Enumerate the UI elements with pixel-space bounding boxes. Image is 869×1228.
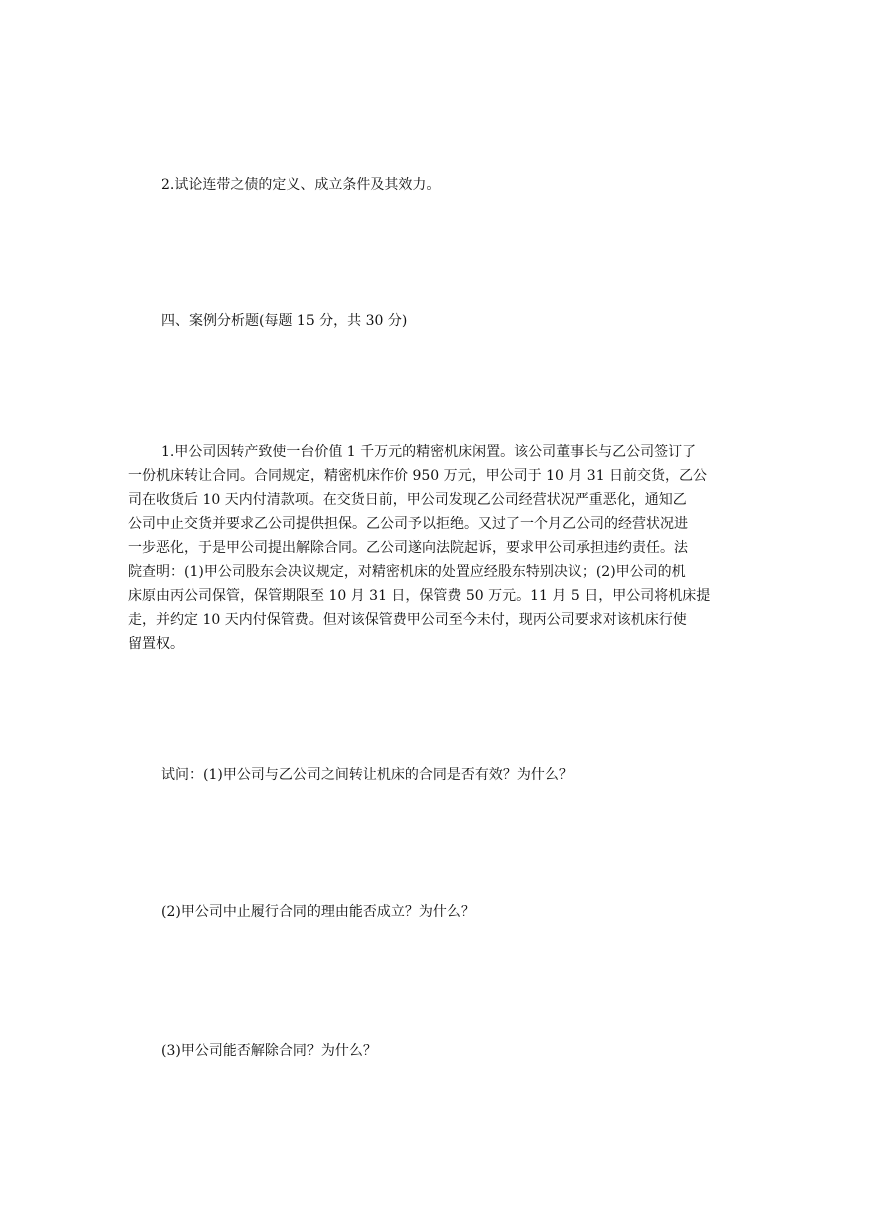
case-1-line: 一步恶化，于是甲公司提出解除合同。乙公司遂向法院起诉，要求甲公司承担违约责任。法	[128, 540, 688, 556]
case-1-question-2: (2)甲公司中止履行合同的理由能否成立？为什么？	[161, 904, 475, 920]
case-1-line: 一份机床转让合同。合同规定，精密机床作价 950 万元，甲公司于 10 月 31 日前交货，乙公	[128, 468, 708, 484]
section-4-heading: 四、案例分析题(每题 15 分，共 30 分)	[161, 313, 408, 329]
case-1-question-1: 试问：(1)甲公司与乙公司之间转让机床的合同是否有效？为什么？	[161, 767, 573, 783]
case-1-line: 1.甲公司因转产致使一台价值 1 千万元的精密机床闲置。该公司董事长与乙公司签订了	[161, 444, 697, 460]
essay-question-2: 2.试论连带之债的定义、成立条件及其效力。	[161, 177, 441, 193]
case-1-line: 院查明：(1)甲公司股东会决议规定，对精密机床的处置应经股东特别决议；(2)甲公司的机	[128, 564, 686, 580]
case-1-question-3: (3)甲公司能否解除合同？为什么？	[161, 1043, 377, 1059]
case-1-line: 床原由丙公司保管，保管期限至 10 月 31 日，保管费 50 万元。11 月 5 日，甲公司将机床提	[128, 588, 711, 604]
case-1-line: 司在收货后 10 天内付清款项。在交货日前，甲公司发现乙公司经营状况严重恶化，通知乙	[128, 492, 687, 508]
case-1-line: 公司中止交货并要求乙公司提供担保。乙公司予以拒绝。又过了一个月乙公司的经营状况进	[128, 516, 688, 532]
case-1-line: 留置权。	[128, 636, 184, 652]
case-1-line: 走，并约定 10 天内付保管费。但对该保管费甲公司至今未付，现丙公司要求对该机床行使	[128, 612, 687, 628]
case-1-paragraph	[128, 440, 776, 656]
